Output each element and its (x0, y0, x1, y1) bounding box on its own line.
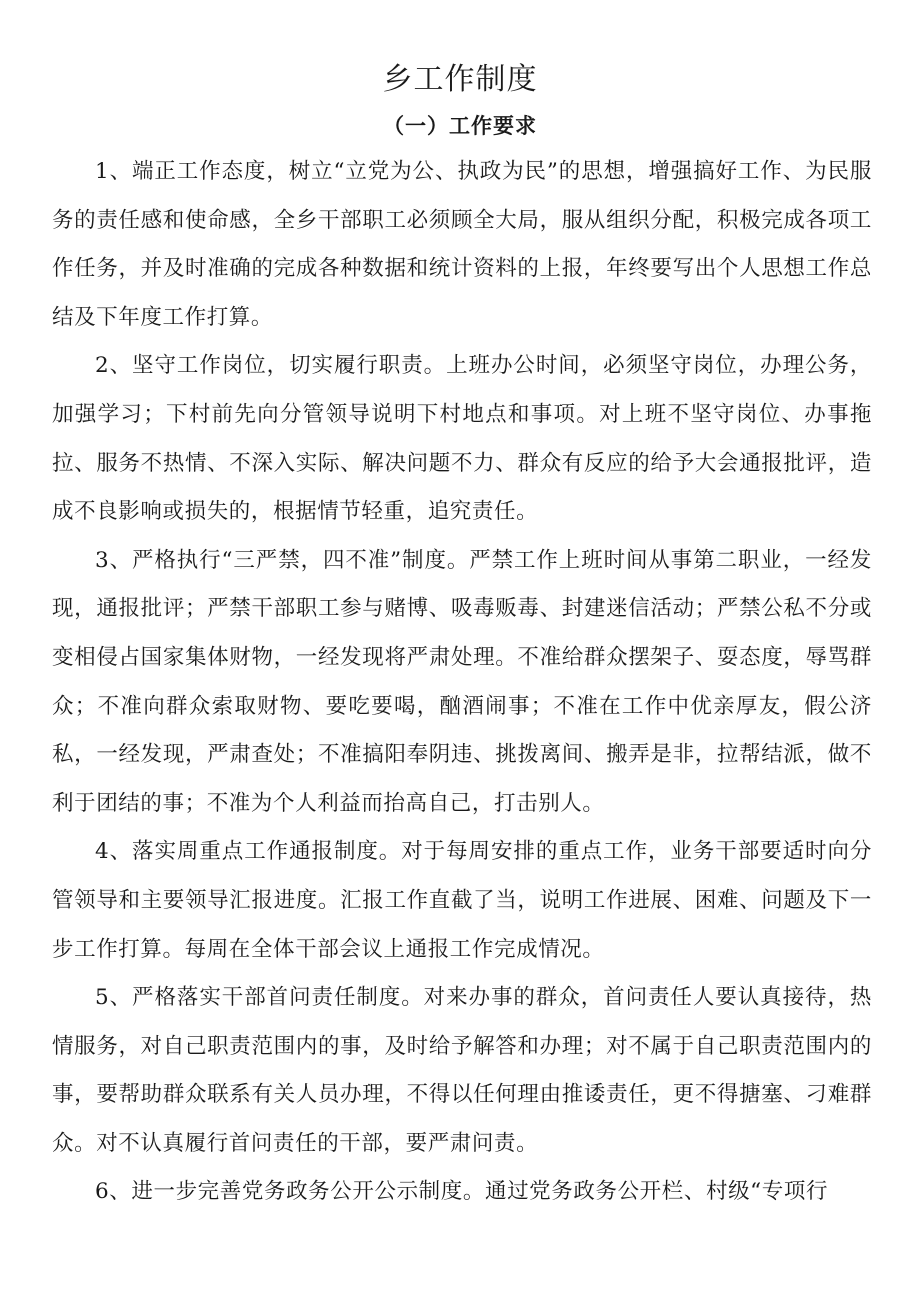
document-title: 乡工作制度 (382, 62, 538, 97)
document-body (52, 148, 872, 1217)
paragraph-2: 2、坚守工作岗位，切实履行职责。上班办公时间，必须坚守岗位，办理公务，加强学习；下村前先向分管领导说明下村地点和事项。对上班不坚守岗位、办事拖拉、服务不热情、不深入实际、解决问题不力、群众有反应的给予大会通报批评，造成不良影响或损失的，根据情节轻重，追究责任。 (52, 353, 872, 525)
paragraph-5: 5、严格落实干部首问责任制度。对来办事的群众，首问责任人要认真接待，热情服务，对自己职责范围内的事，及时给予解答和办理；对不属于自己职责范围内的事，要帮助群众联系有关人员办理，不得以任何理由推诿责任，更不得搪塞、刁难群众。对不认真履行首问责任的干部，要严肃问责。 (52, 985, 872, 1156)
paragraph-1: 1、端正工作态度，树立“立党为公、执政为民”的思想，增强搞好工作、为民服务的责任感和使命感，全乡干部职工必须顾全大局，服从组织分配，积极完成各项工作任务，并及时准确的完成各种数据和统计资料的上报，年终要写出个人思想工作总结及下年度工作打算。 (52, 159, 872, 330)
paragraph-4: 4、落实周重点工作通报制度。对于每周安排的重点工作，业务干部要适时向分管领导和主要领导汇报进度。汇报工作直截了当，说明工作进展、困难、问题及下一步工作打算。每周在全体干部会议上通报工作完成情况。 (52, 839, 872, 962)
paragraph-6: 6、进一步完善党务政务公开公示制度。通过党务政务公开栏、村级“专项行 (95, 1179, 829, 1205)
section-heading: （一）工作要求 (383, 113, 537, 138)
paragraph-3: 3、严格执行“三严禁，四不准”制度。严禁工作上班时间从事第二职业，一经发现，通报批评；严禁干部职工参与赌博、吸毒贩毒、封建迷信活动；严禁公私不分或变相侵占国家集体财物，一经发现将严肃处理。不准给群众摆架子、耍态度，辱骂群众；不准向群众索取财物、要吃要喝，酗酒闹事；不准在工作中优亲厚友，假公济私，一经发现，严肃查处；不准搞阳奉阴违、挑拨离间、搬弄是非，拉帮结派，做不利于团结的事；不准为个人利益而抬高自己，打击别人。 (52, 547, 872, 816)
